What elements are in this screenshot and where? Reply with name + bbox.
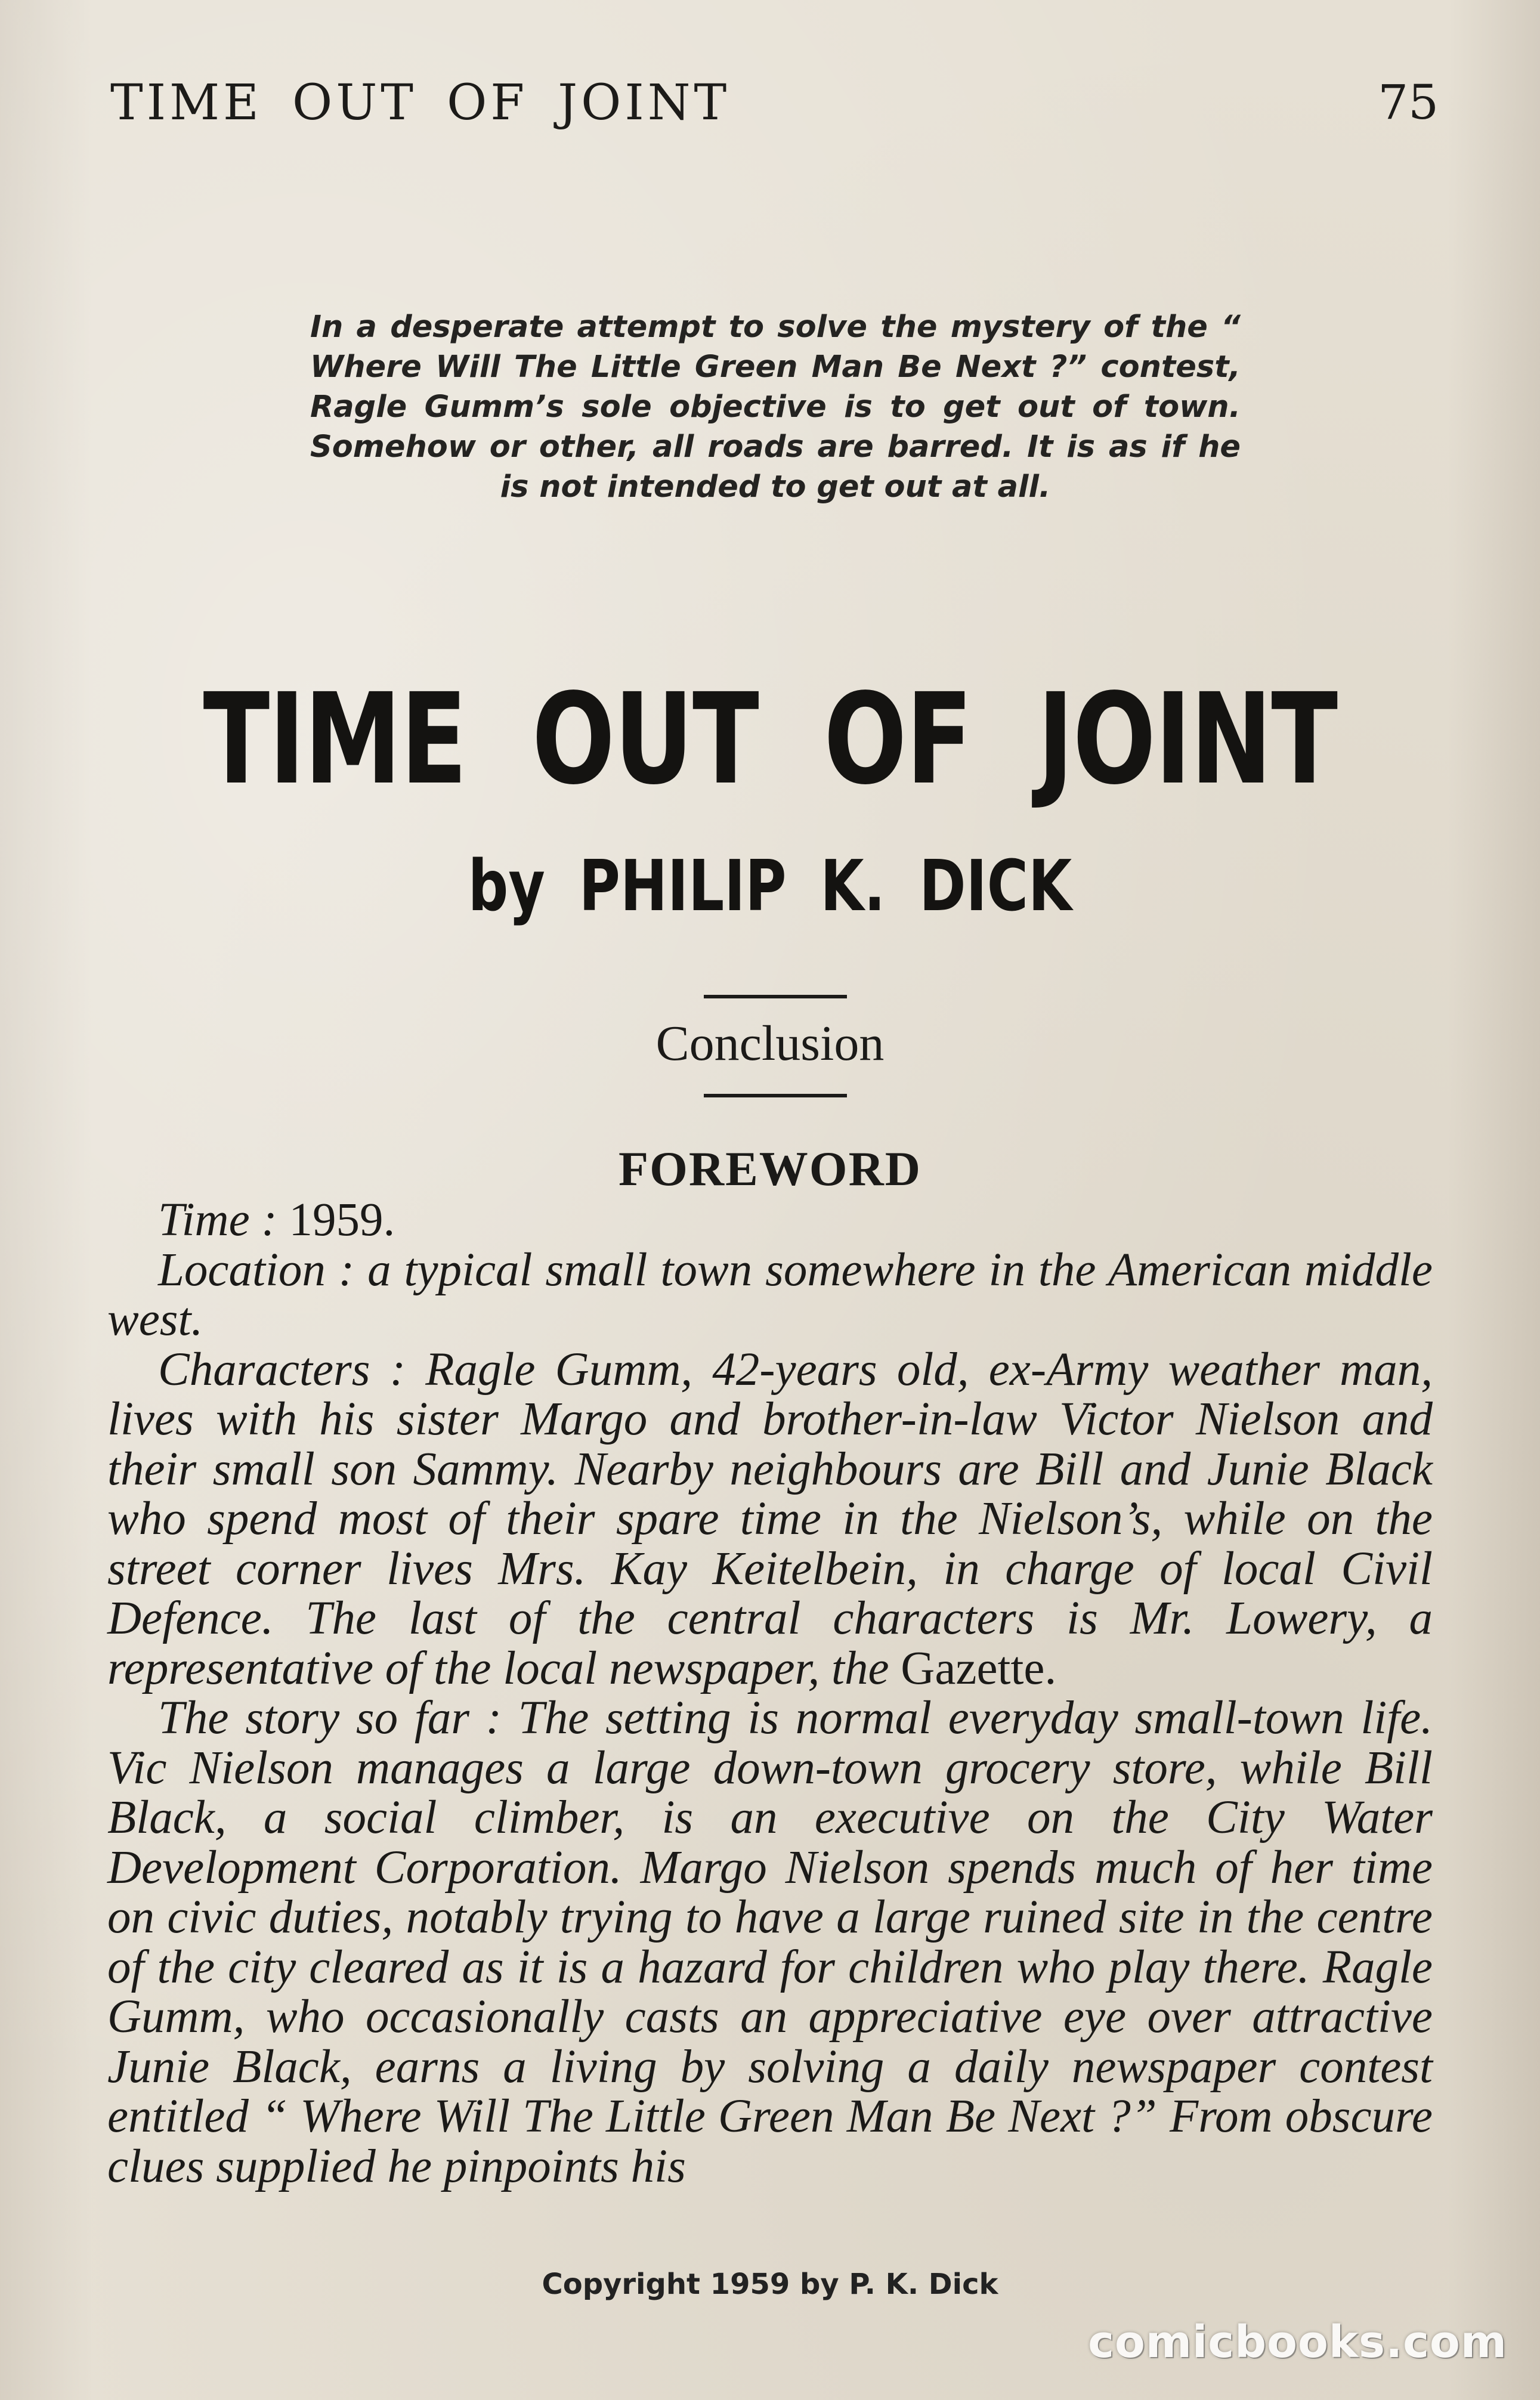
- time-label: Time :: [158, 1194, 277, 1246]
- foreword-time-paragraph: [107, 1195, 1433, 1245]
- divider-rule-bottom: [704, 1094, 847, 1097]
- page-number: 75: [1378, 75, 1439, 130]
- running-title: TIME OUT OF JOINT: [110, 75, 731, 131]
- characters-text: Ragle Gumm, 42-years old, ex-Army weather man, lives with his sister Margo and brother-in-law Victor Nielson and their small son Sammy. Nearby neighbours are Bill and Junie Black who spend most of their spare time in the Nielson’s, while on the street corner lives Mrs. Kay Keitelbein, in charge of local Civil Defence. The last of the central characters is Mr. Lowery, a representative of the local newspaper, the: [107, 1343, 1433, 1694]
- newspaper-name: Gazette.: [889, 1642, 1057, 1694]
- story-title: TIME OUT OF JOINT: [203, 666, 1337, 812]
- part-label: Conclusion: [655, 1016, 885, 1071]
- location-label: Location :: [158, 1244, 355, 1296]
- author-byline: by PHILIP K. DICK: [468, 845, 1072, 927]
- story-label: The story so far :: [158, 1692, 502, 1744]
- story-blurb: In a desperate attempt to solve the mystery of the “ Where Will The Little Green Man Be Next ?” contest, Ragle Gumm’s sole objective is to get out of town. Somehow or other, all roads are barred. It is as if he is not intended to get out at all.: [310, 310, 1241, 505]
- characters-label: Characters :: [158, 1343, 406, 1396]
- time-value: 1959.: [277, 1194, 395, 1246]
- foreword-story-paragraph: [107, 1693, 1433, 2191]
- foreword-characters-paragraph: [107, 1345, 1433, 1694]
- foreword-location-paragraph: [107, 1245, 1433, 1345]
- story-text: The setting is normal everyday small-town life. Vic Nielson manages a large down-town grocery store, while Bill Black, a social climber, is an executive on the City Water Development Corporation. Margo Nielson spends much of her time on civic duties, notably trying to have a large ruined site in the centre of the city cleared as it is a hazard for children who play there. Ragle Gumm, who occasionally casts an appreciative eye over attractive Junie Black, earns a living by solving a daily newspaper contest entitled “ Where Will The Little Green Man Be Next ?” From obscure clues supplied he pinpoints his: [107, 1692, 1433, 2192]
- section-heading: FOREWORD: [619, 1142, 921, 1196]
- watermark-logo: comicbooks.com: [1088, 2317, 1507, 2368]
- location-value: a typical small town somewhere in the American middle west.: [107, 1244, 1433, 1346]
- copyright-notice: Copyright 1959 by P. K. Dick: [542, 2268, 998, 2301]
- divider-rule-top: [704, 995, 847, 998]
- foreword-body: [107, 1195, 1433, 2191]
